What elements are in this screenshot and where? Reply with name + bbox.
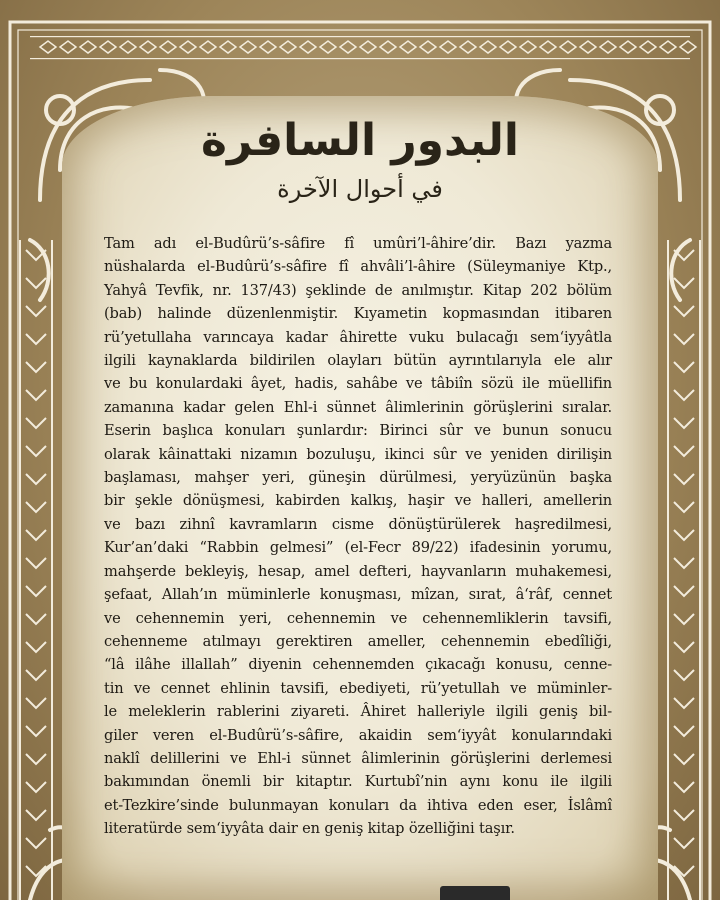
text-line: (bab) halinde düzenlenmiştir. Kıyametin kopmasından itibaren	[104, 305, 612, 323]
text-line: ve bu konulardaki âyet, hadis, sahâbe ve tâbiîn sözü ile müellifin	[104, 375, 612, 393]
chevron-mark	[26, 474, 46, 484]
chevron-mark	[674, 334, 694, 344]
text-line: başlaması, mahşer yeri, güneşin dürülmesi, yeryüzünün başka	[104, 469, 612, 487]
text-line: olarak kâinattaki nizamın bozuluşu, ikinci sûr ve yeniden dirilişin	[104, 445, 612, 463]
chevron-mark	[26, 446, 46, 456]
text-line: naklî delillerini ve Ehl-i sünnet âlimlerinin görüşlerini derlemesi	[104, 749, 612, 767]
text-line: Yahyâ Tevfik, nr. 137/43) şeklinde de anılmıştır. Kitap 202 bölüm	[104, 281, 612, 299]
chevron-mark	[26, 642, 46, 652]
chevron-mark	[674, 446, 694, 456]
diamond-mark	[240, 41, 256, 53]
diamond-mark	[420, 41, 436, 53]
diamond-mark	[520, 41, 536, 53]
diamond-mark	[460, 41, 476, 53]
chevron-mark	[26, 558, 46, 568]
chevron-mark	[26, 586, 46, 596]
chevron-mark	[674, 306, 694, 316]
chevron-mark	[674, 502, 694, 512]
diamond-mark	[340, 41, 356, 53]
diamond-mark	[180, 41, 196, 53]
text-line: Tam adı el-Budûrü’s-sâfire fî umûri’l-âhire’dir. Bazı yazma	[104, 235, 612, 252]
diamond-mark	[380, 41, 396, 53]
diamond-mark	[60, 41, 76, 53]
diamond-mark	[440, 41, 456, 53]
arabic-subtitle: في أحوال الآخرة	[277, 175, 443, 203]
bottom-tab	[440, 886, 510, 900]
chevron-mark	[674, 474, 694, 484]
diamond-mark	[600, 41, 616, 53]
text-line: bir şekle dönüşmesi, kabirden kalkış, haşir ve halleri, amellerin	[104, 492, 612, 510]
text-line: le meleklerin rablerini ziyareti. Âhiret halleriyle ilgili geniş bil-	[104, 703, 612, 721]
chevron-mark	[674, 390, 694, 400]
diamond-mark	[120, 41, 136, 53]
text-line: nüshalarda el-Budûrü’s-sâfire fî ahvâli’l-âhire (Süleymaniye Ktp.,	[104, 258, 612, 276]
diamond-mark	[480, 41, 496, 53]
text-line: mahşerde bekleyiş, hesap, amel defteri, hayvanların muhakemesi,	[104, 562, 612, 580]
text-line: şefaat, Allah’ın müminlerle konuşması, mîzan, sırat, â‘râf, cennet	[104, 586, 612, 604]
diamond-mark	[140, 41, 156, 53]
diamond-mark	[260, 41, 276, 53]
text-line: literatürde sem‘iyyâta dair en geniş kitap özelliğini taşır.	[104, 820, 515, 838]
text-line: rü’yetullaha varıncaya kadar âhirette vuku bulacağı sem‘iyyâtla	[104, 328, 612, 346]
diamond-mark	[660, 41, 676, 53]
chevron-mark	[26, 278, 46, 288]
diamond-mark	[100, 41, 116, 53]
chevron-mark	[26, 362, 46, 372]
chevron-mark	[26, 306, 46, 316]
chevron-mark	[674, 418, 694, 428]
left-chevron-band	[20, 240, 52, 900]
chevron-mark	[674, 586, 694, 596]
diamond-mark	[640, 41, 656, 53]
chevron-mark	[26, 782, 46, 792]
chevron-mark	[674, 278, 694, 288]
diamond-mark	[360, 41, 376, 53]
chevron-mark	[26, 754, 46, 764]
diamond-mark	[580, 41, 596, 53]
chevron-mark	[26, 698, 46, 708]
article-body	[104, 232, 612, 841]
diamond-mark	[560, 41, 576, 53]
text-line: ve bazı zihnî kavramların cisme dönüştürülerek haşredilmesi,	[104, 515, 612, 533]
chevron-mark	[26, 726, 46, 736]
chevron-mark	[674, 362, 694, 372]
chevron-mark	[674, 558, 694, 568]
text-line: giler veren el-Budûrü’s-sâfire, akaidin sem‘iyyât konularındaki	[104, 726, 612, 744]
chevron-mark	[26, 614, 46, 624]
chevron-mark	[674, 810, 694, 820]
text-line: et-Tezkire’sinde bulunmayan konuları da ihtiva eden eser, İslâmî	[104, 796, 612, 814]
text-line: tin ve cennet ehlinin tavsifi, ebediyeti, rü’yetullah ve müminler-	[104, 679, 612, 697]
chevron-mark	[674, 782, 694, 792]
chevron-mark	[26, 670, 46, 680]
diamond-mark	[300, 41, 316, 53]
text-line: Kur’an’daki “Rabbin gelmesi” (el-Fecr 89/22) ifadesinin yorumu,	[104, 539, 612, 557]
diamond-mark	[540, 41, 556, 53]
diamond-mark	[160, 41, 176, 53]
diamond-mark	[500, 41, 516, 53]
text-line: “lâ ilâhe illallah” diyenin cehennemden çıkacağı konusu, cenne-	[104, 656, 612, 674]
arabic-title: البدور السافرة	[200, 115, 520, 166]
chevron-mark	[26, 418, 46, 428]
text-line: ve cehennemin yeri, cehennemin ve cehennemliklerin tavsifi,	[104, 609, 612, 627]
calligraphy-heading	[160, 112, 560, 222]
chevron-mark	[674, 530, 694, 540]
chevron-mark	[674, 838, 694, 848]
diamond-mark	[40, 41, 56, 53]
chevron-mark	[674, 698, 694, 708]
chevron-mark	[26, 838, 46, 848]
chevron-mark	[26, 502, 46, 512]
chevron-mark	[674, 726, 694, 736]
diamond-mark	[320, 41, 336, 53]
diamond-mark	[620, 41, 636, 53]
chevron-mark	[26, 390, 46, 400]
text-line: cehenneme atılmayı gerektiren ameller, cehennemin ebedîliği,	[104, 632, 612, 650]
diamond-mark	[80, 41, 96, 53]
text-line: ilgili kaynaklarda bildirilen olayları bütün ayrıntılarıyla ele alır	[104, 352, 612, 370]
chevron-mark	[26, 530, 46, 540]
chevron-mark	[674, 754, 694, 764]
text-line: Eserin başlıca konuları şunlardır: Birinci sûr ve bunun sonucu	[104, 422, 612, 440]
chevron-mark	[26, 334, 46, 344]
diamond-mark	[680, 41, 696, 53]
chevron-mark	[674, 670, 694, 680]
diamond-mark	[400, 41, 416, 53]
diamond-mark	[220, 41, 236, 53]
text-line: zamanına kadar gelen Ehl-i sünnet âlimlerinin görüşlerini sıralar.	[104, 398, 612, 416]
chevron-mark	[674, 642, 694, 652]
diamond-mark	[200, 41, 216, 53]
text-line: bakımından önemli bir kitaptır. Kurtubî’nin aynı konu ile ilgili	[104, 773, 612, 791]
chevron-mark	[674, 614, 694, 624]
diamond-mark	[280, 41, 296, 53]
diamond-pattern	[40, 41, 696, 53]
chevron-mark	[26, 810, 46, 820]
right-chevron-band	[668, 240, 700, 900]
